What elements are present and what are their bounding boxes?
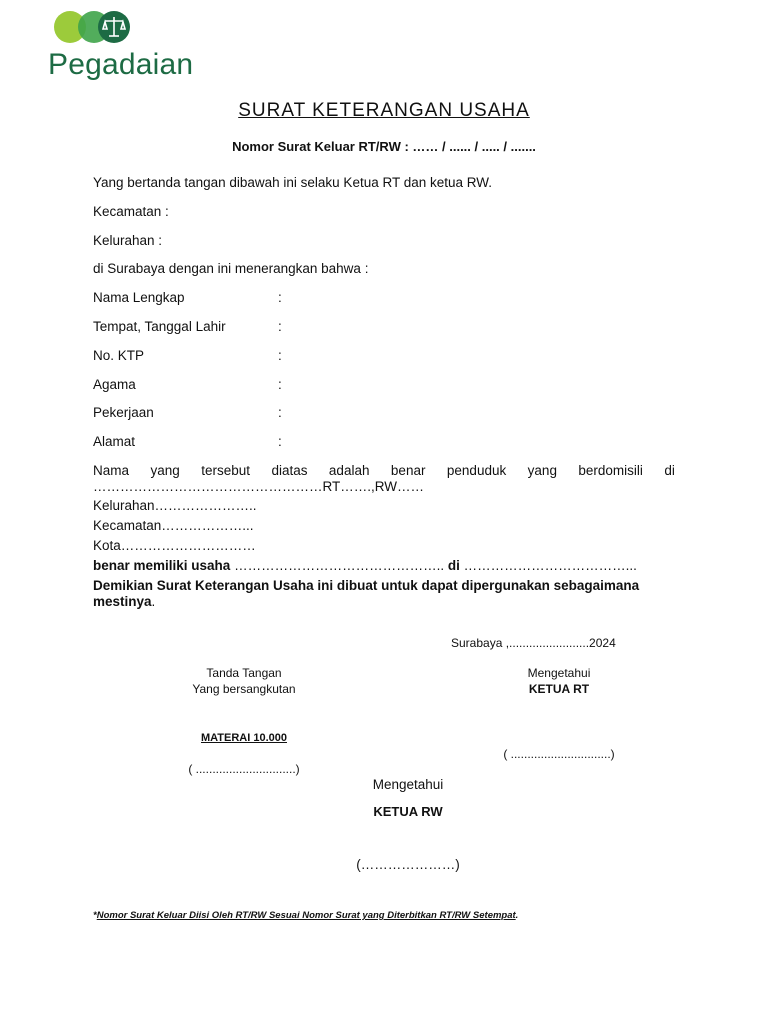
domisili-word: diatas (271, 463, 308, 478)
usaha-line (93, 558, 637, 573)
footnote-star: * (93, 910, 97, 921)
domisili-word: tersebut (201, 463, 250, 478)
domisili-kelurahan: Kelurahan………………….. (93, 498, 257, 513)
usaha-location-dots: ………………………………... (459, 558, 637, 573)
sign-rt-line2: KETUA RT (528, 682, 590, 696)
domisili-word: yang (150, 463, 180, 478)
field-colon: : (278, 434, 282, 449)
footnote-text: Nomor Surat Keluar Diisi Oleh RT/RW Sesuai Nomor Surat yang Diterbitkan RT/RW Setempat (96, 910, 516, 921)
closing-period: . (151, 594, 156, 609)
sign-left-line1: Tanda Tangan (206, 666, 282, 680)
sign-left-name: ( ..............................) (188, 762, 300, 776)
field-label-agama: Agama (93, 377, 136, 392)
field-colon: : (278, 290, 282, 305)
sign-rt-name: ( ..............................) (503, 747, 615, 761)
kelurahan-line: Kelurahan : (93, 233, 163, 248)
usaha-label: benar memiliki usaha (93, 558, 231, 573)
field-label-ttl: Tempat, Tanggal Lahir (93, 319, 226, 334)
materai-label: MATERAI 10.000 (201, 732, 287, 744)
field-colon: : (278, 405, 282, 420)
domisili-rt-rw: ……………………………………………RT…….,RW…… (93, 479, 425, 494)
domisili-kecamatan: Kecamatan………………... (93, 518, 254, 533)
footnote-period: . (515, 910, 519, 921)
field-colon: : (278, 348, 282, 363)
date-line: Surabaya ,........................2024 (451, 636, 616, 650)
closing-line2 (93, 594, 155, 609)
sign-rw-line2: KETUA RW (373, 804, 443, 819)
closing-mestinya: mestinya (93, 594, 152, 609)
domisili-word: berdomisili (578, 463, 643, 478)
intro-text: Yang bertanda tangan dibawah ini selaku Ketua RT dan ketua RW. (93, 175, 493, 190)
nomor-surat: Nomor Surat Keluar RT/RW : …… / ...... / ..... / ....... (232, 139, 536, 154)
document-title: SURAT KETERANGAN USAHA (238, 100, 530, 121)
footnote (93, 910, 518, 921)
field-colon: : (278, 377, 282, 392)
closing-line1: Demikian Surat Keterangan Usaha ini dibuat untuk dapat dipergunakan sebagaimana (93, 578, 640, 593)
sign-rw-line1: Mengetahui (372, 777, 444, 792)
domisili-word: Nama (93, 463, 130, 478)
logo-wordmark: Pegadaian (48, 48, 194, 81)
menerangkan-line: di Surabaya dengan ini menerangkan bahwa : (93, 261, 369, 276)
sign-rt-line1: Mengetahui (527, 666, 591, 680)
domisili-kota: Kota………………………… (93, 538, 256, 553)
field-label-nama: Nama Lengkap (93, 290, 185, 305)
sign-left-line2: Yang bersangkutan (192, 682, 296, 696)
sign-rw-name: (…………………) (356, 857, 460, 872)
field-colon: : (278, 319, 282, 334)
domisili-word: adalah (328, 463, 370, 478)
pegadaian-logo-icon (52, 10, 134, 46)
kecamatan-line: Kecamatan : (93, 204, 169, 219)
domisili-word: di (664, 463, 675, 478)
field-label-ktp: No. KTP (93, 348, 145, 363)
usaha-di: di (447, 558, 460, 573)
domisili-word: benar (390, 463, 426, 478)
usaha-dots: ……………………………………….. (230, 558, 448, 573)
domisili-line (93, 463, 675, 478)
field-label-alamat: Alamat (93, 434, 136, 449)
domisili-word: penduduk (446, 463, 507, 478)
field-label-pekerjaan: Pekerjaan (93, 405, 154, 420)
domisili-word: yang (527, 463, 557, 478)
